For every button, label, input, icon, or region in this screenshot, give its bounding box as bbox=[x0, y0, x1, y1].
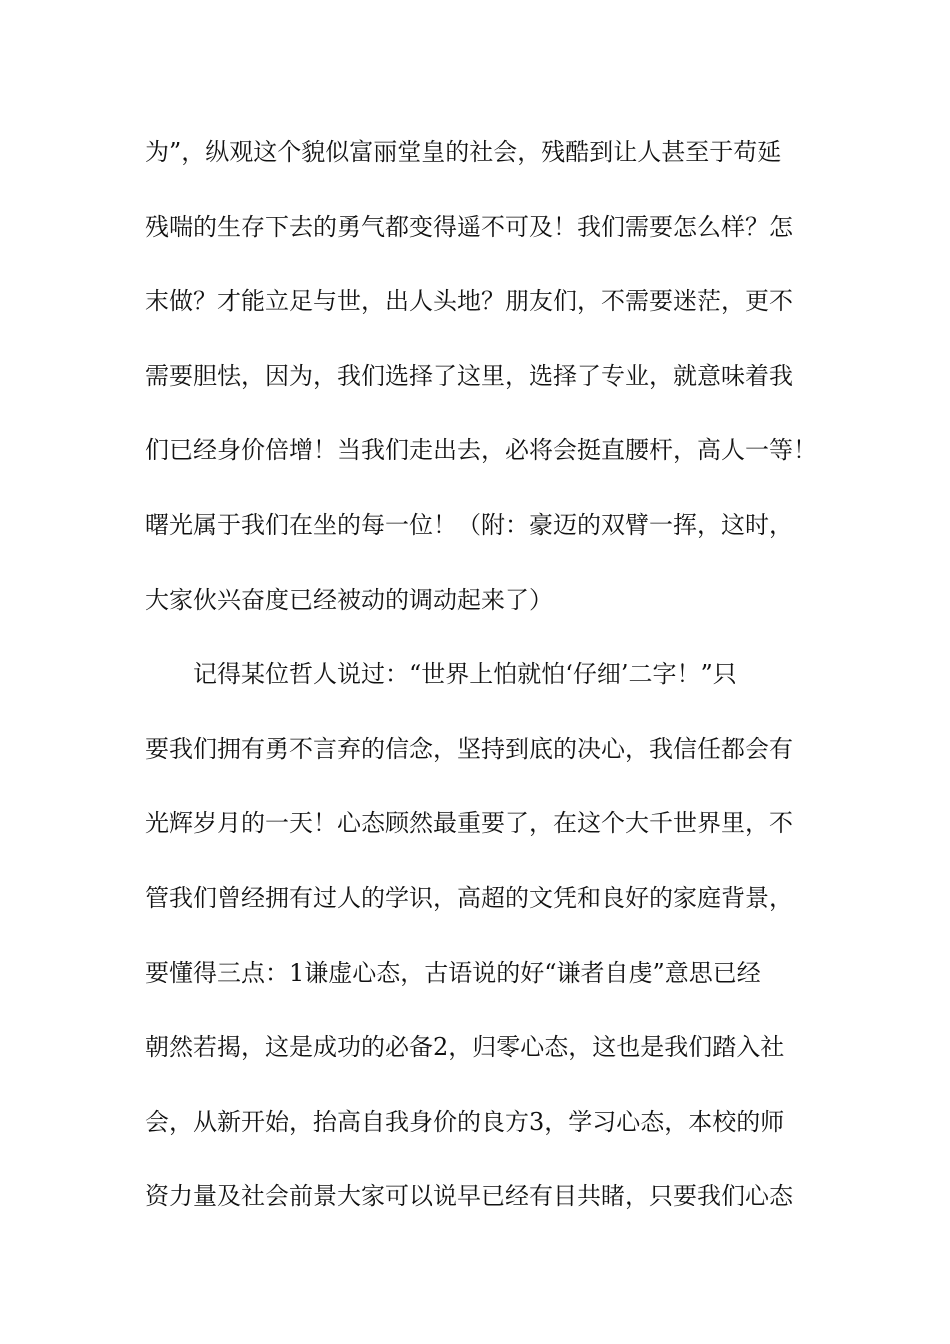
text-line: 光辉岁月的一天！心态顾然最重要了，在这个大千世界里，不 bbox=[145, 809, 793, 838]
text-line: 曙光属于我们在坐的每一位！（附：豪迈的双臂一挥，这时， bbox=[145, 510, 793, 539]
text-line: 要我们拥有勇不言弃的信念，坚持到底的决心，我信任都会有 bbox=[145, 734, 793, 763]
paragraph-start-line: 记得某位哲人说过：“世界上怕就怕‘仔细’二字！”只 bbox=[193, 660, 737, 689]
text-line: 为”，纵观这个貌似富丽堂皇的社会，残酷到让人甚至于苟延 bbox=[145, 138, 782, 166]
text-line: 资力量及社会前景大家可以说早已经有目共睹，只要我们心态 bbox=[145, 1182, 793, 1211]
body-text bbox=[145, 128, 817, 1247]
text-line: 末做？才能立足与世，出人头地？朋友们，不需要迷茫，更不 bbox=[145, 287, 793, 316]
text-line: 要懂得三点：1谦虚心态，古语说的好“谦者自虔”意思已经 bbox=[145, 958, 761, 987]
text-line: 残喘的生存下去的勇气都变得遥不可及！我们需要怎么样？怎 bbox=[145, 212, 793, 241]
text-line: 会，从新开始，抬高自我身价的良方3，学习心态，本校的师 bbox=[145, 1107, 785, 1136]
text-line: 大家伙兴奋度已经被动的调动起来了） bbox=[145, 585, 553, 614]
text-line: 需要胆怯，因为，我们选择了这里，选择了专业，就意味着我 bbox=[145, 361, 793, 390]
text-line: 管我们曾经拥有过人的学识，高超的文凭和良好的家庭背景， bbox=[145, 883, 793, 912]
text-line: 朝然若揭，这是成功的必备2，归零心态，这也是我们踏入社 bbox=[145, 1033, 785, 1062]
text-line: 们已经身价倍增！当我们走出去，必将会挺直腰杆，高人一等！ bbox=[145, 436, 817, 465]
